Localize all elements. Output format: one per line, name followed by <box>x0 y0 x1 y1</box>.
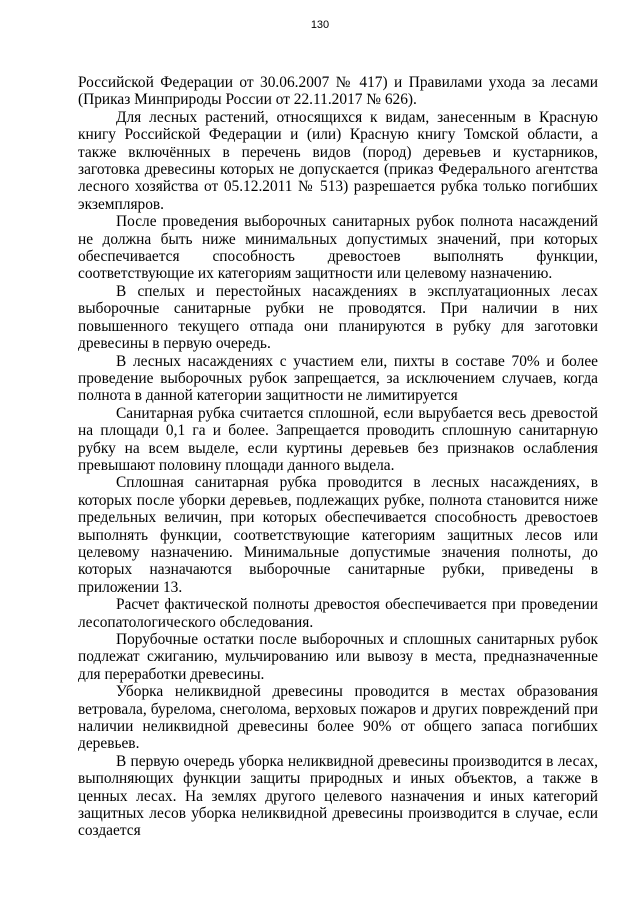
paragraph: В лесных насаждениях с участием ели, пихты в составе 70% и более проведение выборочных рубок запрещается, за исключением случаев, когда полнота в данной категории защитности не лимитируется <box>78 352 598 405</box>
paragraph: В первую очередь уборка неликвидной древесины производится в лесах, выполняющих функции защиты природных и иных объектов, а также в ценных лесах. На землях другого целевого назначения и иных категорий защитных лесов уборка неликвидной древесины производится в случае, если создается <box>78 752 598 840</box>
paragraph: Для лесных растений, относящихся к видам, занесенным в Красную книгу Российской Федерации и (или) Красную книгу Томской области, а также включённых в перечень видов (пород) деревьев и кустарников, заготовка древесины которых не допускается (приказ Федерального агентства лесного хозяйства от 05.12.2011 № 513) разрешается рубка только погибших экземпляров. <box>78 108 598 213</box>
paragraph: Санитарная рубка считается сплошной, если вырубается весь древостой на площади 0,1 га и более. Запрещается проводить сплошную санитарную рубку на всем выделе, если куртины деревьев без признаков ослабления превышают половину площади данного выдела. <box>78 404 598 474</box>
paragraph: Расчет фактической полноты древостоя обеспечивается при проведении лесопатологического обследования. <box>78 596 598 631</box>
paragraph: Российской Федерации от 30.06.2007 № 417) и Правилами ухода за лесами (Приказ Минприроды России от 22.11.2017 № 626). <box>78 74 598 109</box>
body-text <box>78 74 598 840</box>
page-number: 130 <box>310 19 330 31</box>
paragraph: Уборка неликвидной древесины проводится в местах образования ветровала, бурелома, снеголома, верховых пожаров и других повреждений при наличии неликвидной древесины более 90% от общего запаса погибших деревьев. <box>78 683 598 753</box>
paragraph: Порубочные остатки после выборочных и сплошных санитарных рубок подлежат сжиганию, мульчированию или вывозу в места, предназначенные для переработки древесины. <box>78 631 598 683</box>
paragraph: Сплошная санитарная рубка проводится в лесных насаждениях, в которых после уборки деревьев, подлежащих рубке, полнота становится ниже предельных величин, при которых обеспечивается способность древостоев выполнять функции, соответствующие категориям защитных лесов или целевому назначению. Минимальные допустимые значения полноты, до которых назначаются выборочные санитарные рубки, приведены в приложении 13. <box>78 474 598 596</box>
paragraph: После проведения выборочных санитарных рубок полнота насаждений не должна быть ниже минимальных допустимых значений, при которых обеспечивается способность древостоев выполнять функции, соответствующие их категориям защитности или целевому назначению. <box>78 213 598 283</box>
paragraph: В спелых и перестойных насаждениях в эксплуатационных лесах выборочные санитарные рубки не проводятся. При наличии в них повышенного текущего отпада они планируются в рубку для заготовки древесины в первую очередь. <box>78 282 598 353</box>
